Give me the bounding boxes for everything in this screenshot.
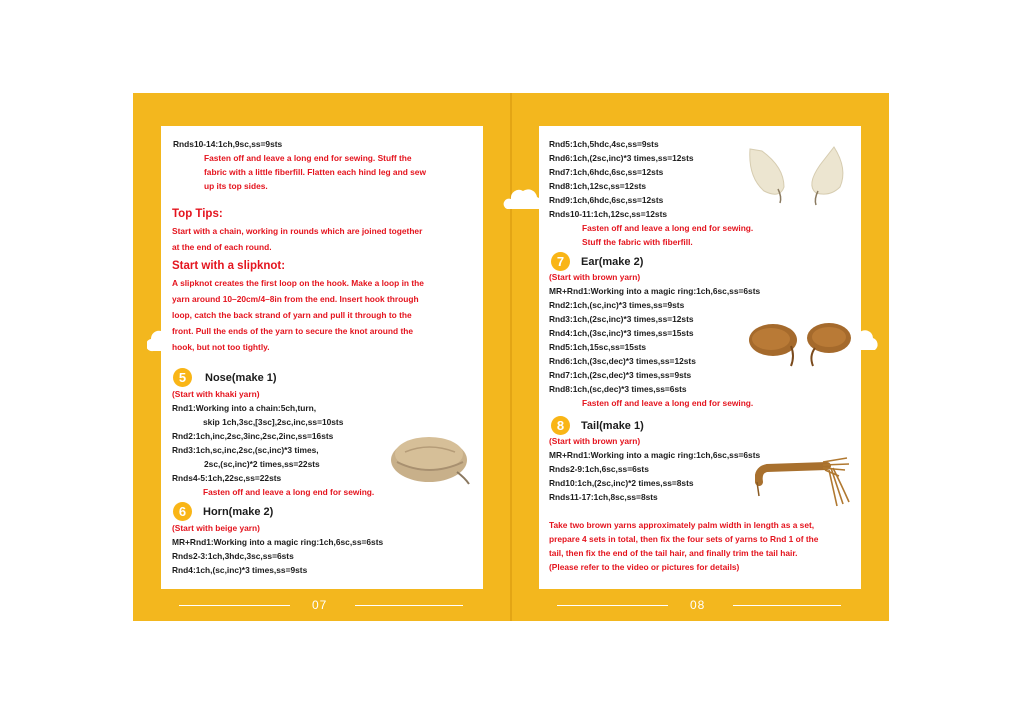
footer-rule (733, 605, 841, 606)
tail-note-line: tail, then fix the end of the tail hair, and finally trim the tail hair. (549, 548, 798, 558)
tail-note-line: Take two brown yarns approximately palm width in length as a set, (549, 520, 815, 530)
tip-line: Start with a chain, working in rounds which are joined together (172, 226, 423, 236)
step-badge-6: 6 (173, 502, 192, 521)
tail-section-title: Tail(make 1) (581, 420, 644, 432)
horn-round: Rnds2-3:1ch,3hdc,3sc,ss=6sts (172, 551, 294, 561)
ear-round: Rnd8:1ch,(sc,dec)*3 times,ss=6sts (549, 384, 687, 394)
nose-start-note: (Start with khaki yarn) (172, 389, 260, 399)
page-gutter (510, 93, 512, 621)
slipknot-line: front. Pull the ends of the yarn to secure the knot around the (172, 326, 414, 336)
slipknot-line: yarn around 10–20cm/4–8in from the end. Insert hook through (172, 294, 419, 304)
nose-round: Rnd2:1ch,inc,2sc,3inc,2sc,2inc,ss=16sts (172, 431, 334, 441)
slipknot-line: A slipknot creates the first loop on the hook. Make a loop in the (172, 278, 424, 288)
slipknot-line: hook, but not too tightly. (172, 342, 270, 352)
horn-photo (744, 143, 854, 207)
top-tips-heading: Top Tips: (172, 208, 223, 220)
ear-round: Rnd7:1ch,(2sc,dec)*3 times,ss=9sts (549, 370, 692, 380)
right-page-panel (539, 126, 861, 589)
left-page-panel (161, 126, 483, 589)
nose-photo (387, 428, 473, 486)
horn-stuff-note: Stuff the fabric with fiberfill. (582, 237, 693, 247)
footer-rule (355, 605, 463, 606)
page-number-right: 08 (690, 598, 706, 612)
nose-round: skip 1ch,3sc,[3sc],2sc,inc,ss=10sts (203, 417, 344, 427)
ear-round: Rnd6:1ch,(3sc,dec)*3 times,ss=12sts (549, 356, 696, 366)
tail-note-line: (Please refer to the video or pictures for details) (549, 562, 740, 572)
step-badge-8: 8 (551, 416, 570, 435)
tail-round: Rnds11-17:1ch,8sc,ss=8sts (549, 492, 658, 502)
slipknot-line: loop, catch the back strand of yarn and pull it through to the (172, 310, 412, 320)
nose-section-title: Nose(make 1) (205, 372, 277, 384)
horn-round: Rnd6:1ch,(2sc,inc)*3 times,ss=12sts (549, 153, 694, 163)
ear-start-note: (Start with brown yarn) (549, 272, 641, 282)
nose-round: Rnds4-5:1ch,22sc,ss=22sts (172, 473, 282, 483)
slipknot-heading: Start with a slipknot: (172, 260, 286, 272)
horn-round: Rnds10-11:1ch,12sc,ss=12sts (549, 209, 668, 219)
nose-round: 2sc,(sc,inc)*2 times,ss=22sts (204, 459, 320, 469)
tail-round: Rnds2-9:1ch,6sc,ss=6sts (549, 464, 649, 474)
horn-round: MR+Rnd1:Working into a magic ring:1ch,6sc,ss=6sts (172, 537, 384, 547)
tail-note-line: prepare 4 sets in total, then fix the four sets of yarns to Rnd 1 of the (549, 534, 819, 544)
horn-start-note: (Start with beige yarn) (172, 523, 260, 533)
nose-round: Rnd3:1ch,sc,inc,2sc,(sc,inc)*3 times, (172, 445, 319, 455)
cloud-decoration-center (501, 183, 543, 213)
nose-fasten-note: Fasten off and leave a long end for sewing. (203, 487, 375, 497)
instruction-line: Fasten off and leave a long end for sewing. Stuff the (204, 153, 412, 163)
booklet-spread (133, 93, 889, 621)
horn-round: Rnd4:1ch,(sc,inc)*3 times,ss=9sts (172, 565, 308, 575)
tail-round: Rnd10:1ch,(2sc,inc)*2 times,ss=8sts (549, 478, 694, 488)
tip-line: at the end of each round. (172, 242, 272, 252)
ear-round: Rnd3:1ch,(2sc,inc)*3 times,ss=12sts (549, 314, 694, 324)
ear-fasten-note: Fasten off and leave a long end for sewing. (582, 398, 754, 408)
instruction-line: Rnds10-14:1ch,9sc,ss=9sts (173, 139, 283, 149)
tail-round: MR+Rnd1:Working into a magic ring:1ch,6sc,ss=6sts (549, 450, 761, 460)
instruction-line: up its top sides. (204, 181, 268, 191)
ear-photo (745, 320, 857, 368)
step-badge-5: 5 (173, 368, 192, 387)
horn-round: Rnd5:1ch,5hdc,4sc,ss=9sts (549, 139, 659, 149)
ear-round: Rnd5:1ch,15sc,ss=15sts (549, 342, 647, 352)
instruction-line: fabric with a little fiberfill. Flatten each hind leg and sew (204, 167, 426, 177)
horn-round: Rnd8:1ch,12sc,ss=12sts (549, 181, 647, 191)
ear-round: MR+Rnd1:Working into a magic ring:1ch,6sc,ss=6sts (549, 286, 761, 296)
ear-round: Rnd4:1ch,(3sc,inc)*3 times,ss=15sts (549, 328, 694, 338)
step-badge-7: 7 (551, 252, 570, 271)
footer-rule (557, 605, 668, 606)
horn-section-title: Horn(make 2) (203, 506, 274, 518)
footer-rule (179, 605, 290, 606)
ear-section-title: Ear(make 2) (581, 256, 644, 268)
horn-fasten-note: Fasten off and leave a long end for sewing. (582, 223, 754, 233)
horn-round: Rnd9:1ch,6hdc,6sc,ss=12sts (549, 195, 664, 205)
tail-start-note: (Start with brown yarn) (549, 436, 641, 446)
page-number-left: 07 (312, 598, 328, 612)
ear-round: Rnd2:1ch,(sc,inc)*3 times,ss=9sts (549, 300, 685, 310)
nose-round: Rnd1:Working into a chain:5ch,turn, (172, 403, 317, 413)
horn-round: Rnd7:1ch,6hdc,6sc,ss=12sts (549, 167, 664, 177)
tail-photo (755, 456, 855, 512)
